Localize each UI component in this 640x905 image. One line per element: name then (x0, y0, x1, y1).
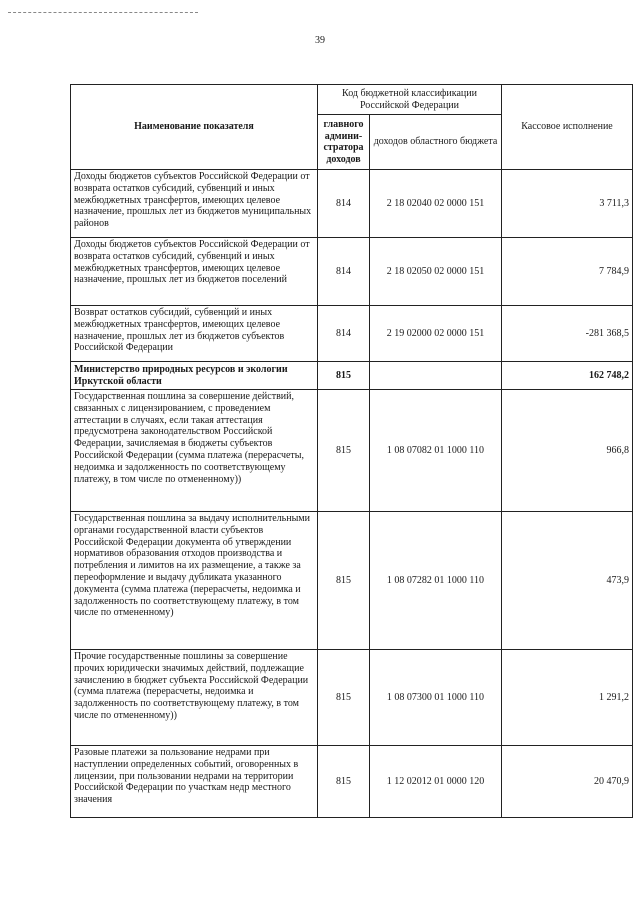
indicator-name: Государственная пошлина за выдачу исполнительными органами государственной власти субъектов Российской Федерации документа об утверждении нормативов образования отходов производства и потребления и лимитов на их размещение, а также за переоформление и выдачу дубликата указанного документа (сумма платежа (перерасчеты, недоимка и задолженность по соответствующему платежу, в том числе по отмененному) (71, 512, 318, 650)
admin-code: 814 (318, 306, 370, 362)
indicator-name: Возврат остатков субсидий, субвенций и иных межбюджетных трансфертов, имеющих целевое назначение, прошлых лет из бюджетов субъектов Российской Федерации (71, 306, 318, 362)
admin-code: 814 (318, 170, 370, 238)
header-chief-administrator: главного админи-стратора доходов (318, 115, 370, 170)
scan-artifact-line (8, 12, 198, 13)
admin-code: 815 (318, 390, 370, 512)
income-code: 1 08 07082 01 1000 110 (370, 390, 502, 512)
indicator-name: Прочие государственные пошлины за совершение прочих юридически значимых действий, подлежащие зачислению в бюджет субъекта Российской Федерации (сумма платежа (перерасчеты, недоимка и задолженность по соответствующему платежу, в том числе по отмененному)) (71, 650, 318, 746)
table-row (71, 170, 633, 238)
admin-code: 815 (318, 746, 370, 818)
cash-execution-amount: 966,8 (502, 390, 633, 512)
cash-execution-amount: 7 784,9 (502, 238, 633, 306)
admin-code: 815 (318, 362, 370, 390)
table-row (71, 390, 633, 512)
cash-execution-amount: 1 291,2 (502, 650, 633, 746)
admin-code: 815 (318, 512, 370, 650)
indicator-name: Доходы бюджетов субъектов Российской Федерации от возврата остатков субсидий, субвенций и иных межбюджетных трансфертов, имеющих целевое назначение, прошлых лет из бюджетов поселений (71, 238, 318, 306)
income-code (370, 362, 502, 390)
table-row (71, 650, 633, 746)
income-code: 2 18 02050 02 0000 151 (370, 238, 502, 306)
cash-execution-amount: -281 368,5 (502, 306, 633, 362)
header-cash-execution: Кассовое исполнение (502, 85, 633, 170)
table-row (71, 238, 633, 306)
income-code: 1 08 07300 01 1000 110 (370, 650, 502, 746)
indicator-name: Государственная пошлина за совершение действий, связанных с лицензированием, с проведением аттестации в случаях, если такая аттестация предусмотрена законодательством Российской Федерации, зачисляемая в бюджеты субъектов Российской Федерации (сумма платежа (перерасчеты, недоимка и задолженность по соответствующему платежу, в том числе по отмененному)) (71, 390, 318, 512)
table-row (71, 746, 633, 818)
cash-execution-amount: 3 711,3 (502, 170, 633, 238)
income-code: 2 19 02000 02 0000 151 (370, 306, 502, 362)
cash-execution-amount: 473,9 (502, 512, 633, 650)
income-code: 2 18 02040 02 0000 151 (370, 170, 502, 238)
table-row-ministry (71, 362, 633, 390)
header-indicator-name: Наименование показателя (71, 85, 318, 170)
ministry-name: Министерство природных ресурсов и экологии Иркутской области (71, 362, 318, 390)
cash-execution-amount: 162 748,2 (502, 362, 633, 390)
admin-code: 814 (318, 238, 370, 306)
budget-execution-table (70, 84, 633, 818)
indicator-name: Разовые платежи за пользование недрами при наступлении определенных событий, оговоренных в лицензии, при пользовании недрами на территории Российской Федерации по участкам недр местного значения (71, 746, 318, 818)
table-row (71, 512, 633, 650)
income-code: 1 12 02012 01 0000 120 (370, 746, 502, 818)
cash-execution-amount: 20 470,9 (502, 746, 633, 818)
header-regional-income: доходов областного бюджета (370, 115, 502, 170)
table-row (71, 306, 633, 362)
page-number: 39 (315, 35, 325, 46)
income-code: 1 08 07282 01 1000 110 (370, 512, 502, 650)
admin-code: 815 (318, 650, 370, 746)
header-budget-classification-code: Код бюджетной классификации Российской Федерации (318, 85, 502, 115)
indicator-name: Доходы бюджетов субъектов Российской Федерации от возврата остатков субсидий, субвенций и иных межбюджетных трансфертов, имеющих целевое назначение, прошлых лет из бюджетов муниципальных районов (71, 170, 318, 238)
